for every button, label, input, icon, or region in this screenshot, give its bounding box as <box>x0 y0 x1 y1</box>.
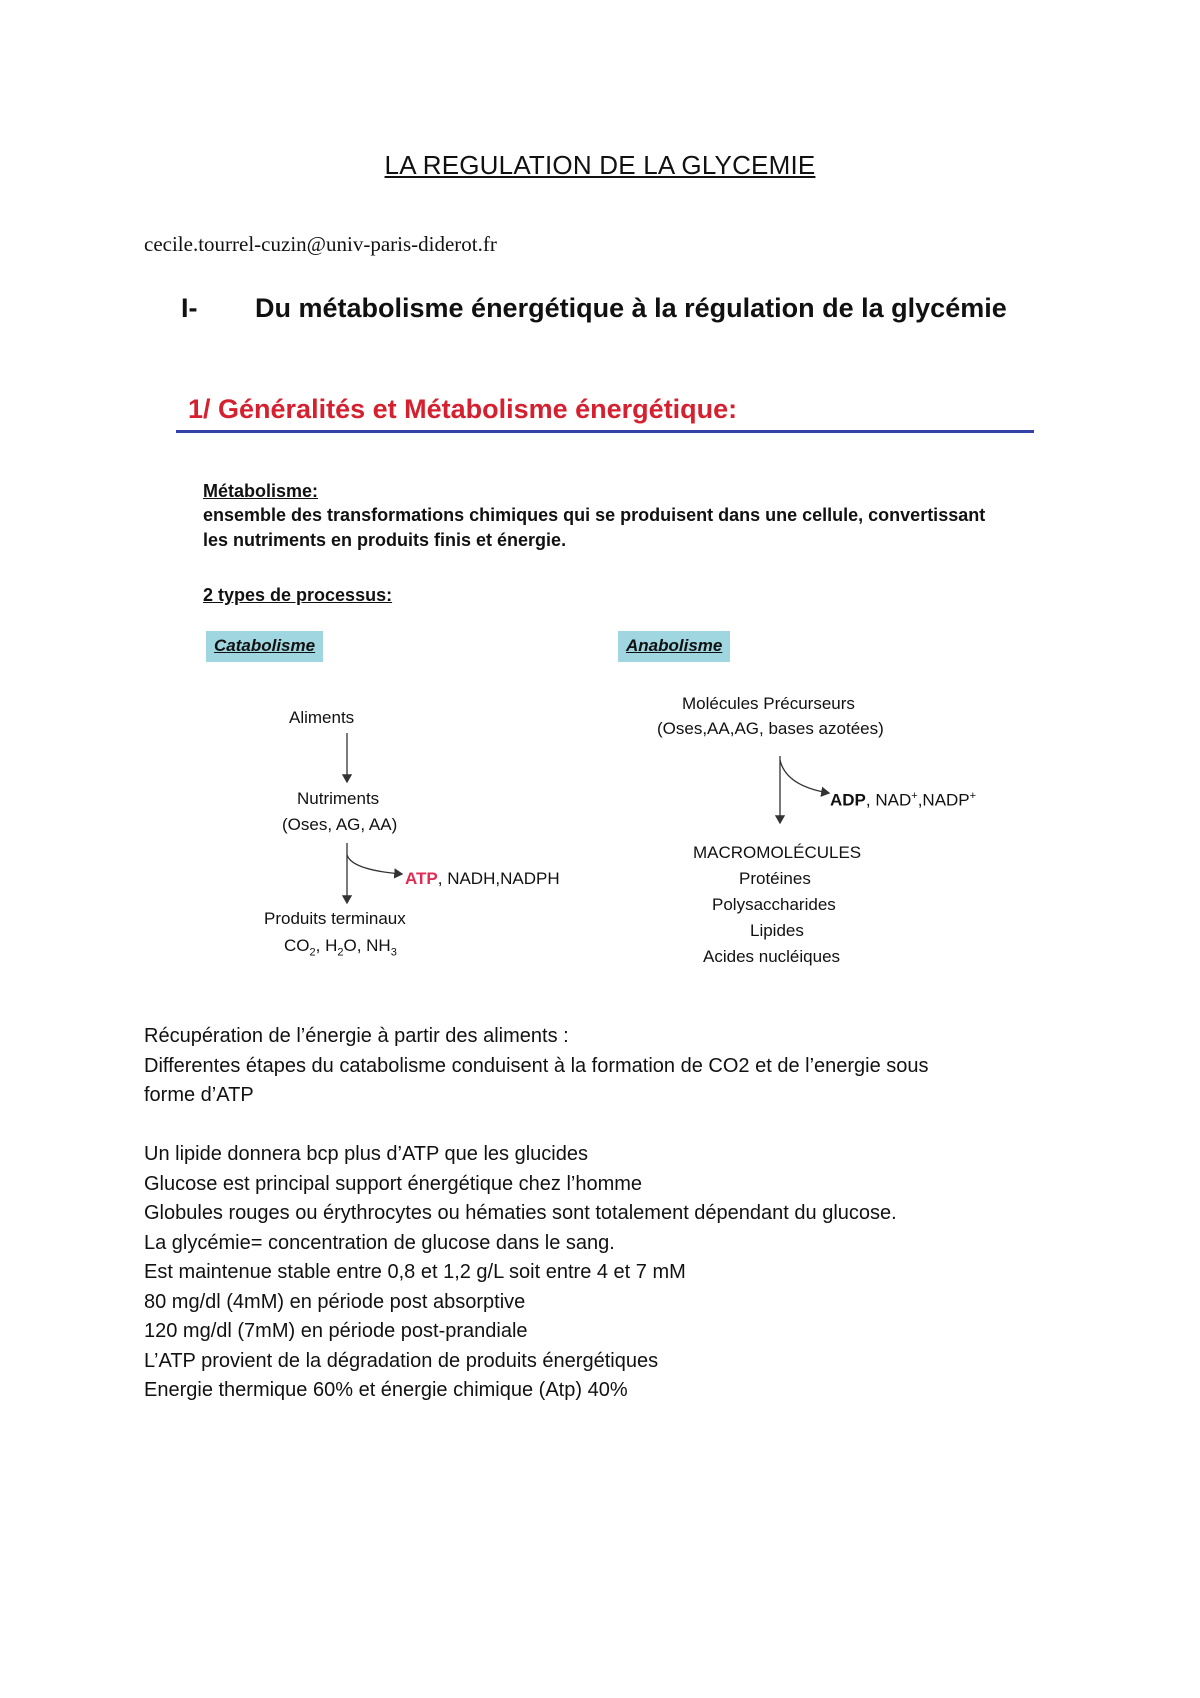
body-line: Glucose est principal support énergétique chez l’homme <box>144 1172 643 1195</box>
precursors-label: Molécules Précurseurs <box>682 694 855 713</box>
body-line: Energie thermique 60% et énergie chimique (Atp) 40% <box>144 1379 628 1401</box>
nutriments-detail: (Oses, AG, AA) <box>282 815 398 834</box>
definition-title: Métabolisme: <box>203 481 319 501</box>
body-line: L’ATP provient de la dégradation de produits énergétiques <box>144 1349 659 1372</box>
body-line: forme d’ATP <box>144 1084 254 1106</box>
terminal-products-label: Produits terminaux <box>264 909 406 928</box>
nucleic-acids-label: Acides nucléiques <box>703 947 841 966</box>
precursors-detail: (Oses,AA,AG, bases azotées) <box>657 719 884 738</box>
body-line: 120 mg/dl (7mM) en période post-prandiale <box>144 1320 528 1342</box>
lipids-label: Lipides <box>750 921 804 940</box>
anabolism-tag: Anabolisme <box>618 631 730 662</box>
types-title: 2 types de processus: <box>203 585 393 605</box>
document-title: LA REGULATION DE LA GLYCEMIE <box>384 150 816 180</box>
nadh-nadph-label: , NADH,NADPH <box>437 869 560 888</box>
adp-label: ADP <box>830 790 866 810</box>
body-line: Globules rouges ou érythrocytes ou hématies sont totalement dépendant du glucose. <box>144 1202 897 1224</box>
terminal-products-formula: $CO_2$, $H_2O$, $NH_3$ <box>284 936 397 959</box>
polysaccharides-label: Polysaccharides <box>712 895 836 914</box>
body-line-blank <box>144 1111 929 1141</box>
nutriments-label: Nutriments <box>297 789 380 808</box>
body-line: Est maintenue stable entre 0,8 et 1,2 g/L soit entre 4 et 7 mM <box>144 1261 686 1283</box>
body-line: La glycémie= concentration de glucose dans le sang. <box>144 1231 615 1254</box>
atp-label: ATP <box>405 869 438 888</box>
macromolecules-label: MACROMOLÉCULES <box>693 843 862 862</box>
section-title: Du métabolisme énergétique à la régulation de la glycémie <box>255 293 1007 323</box>
arrow-branch-atp <box>347 855 402 874</box>
section-number: I- <box>181 293 198 323</box>
aliments-label: Aliments <box>289 708 355 727</box>
slide-heading: 1/ Généralités et Métabolisme énergétique: <box>188 394 738 424</box>
author-email[interactable]: cecile.tourrel-cuzin@univ-paris-diderot.fr <box>144 232 497 256</box>
catabolism-tag: Catabolisme <box>206 631 323 662</box>
proteins-label: Protéines <box>739 869 811 888</box>
body-line: 80 mg/dl (4mM) en période post absorptive <box>144 1290 526 1313</box>
body-line: Récupération de l’énergie à partir des aliments : <box>144 1025 569 1047</box>
body-line: Un lipide donnera bcp plus d’ATP que les glucides <box>144 1143 588 1165</box>
body-text <box>144 1022 929 1406</box>
anabolism-cofactors: ADP, NAD+,NADP+ <box>830 790 977 810</box>
definition-line: ensemble des transformations chimiques qui se produisent dans une cellule, convertissant <box>203 505 986 525</box>
body-line: Differentes étapes du catabolisme conduisent à la formation de CO2 et de l’energie sous <box>144 1054 929 1077</box>
arrow-branch-adp <box>780 760 829 793</box>
definition-line: les nutriments en produits finis et énergie. <box>203 530 567 550</box>
